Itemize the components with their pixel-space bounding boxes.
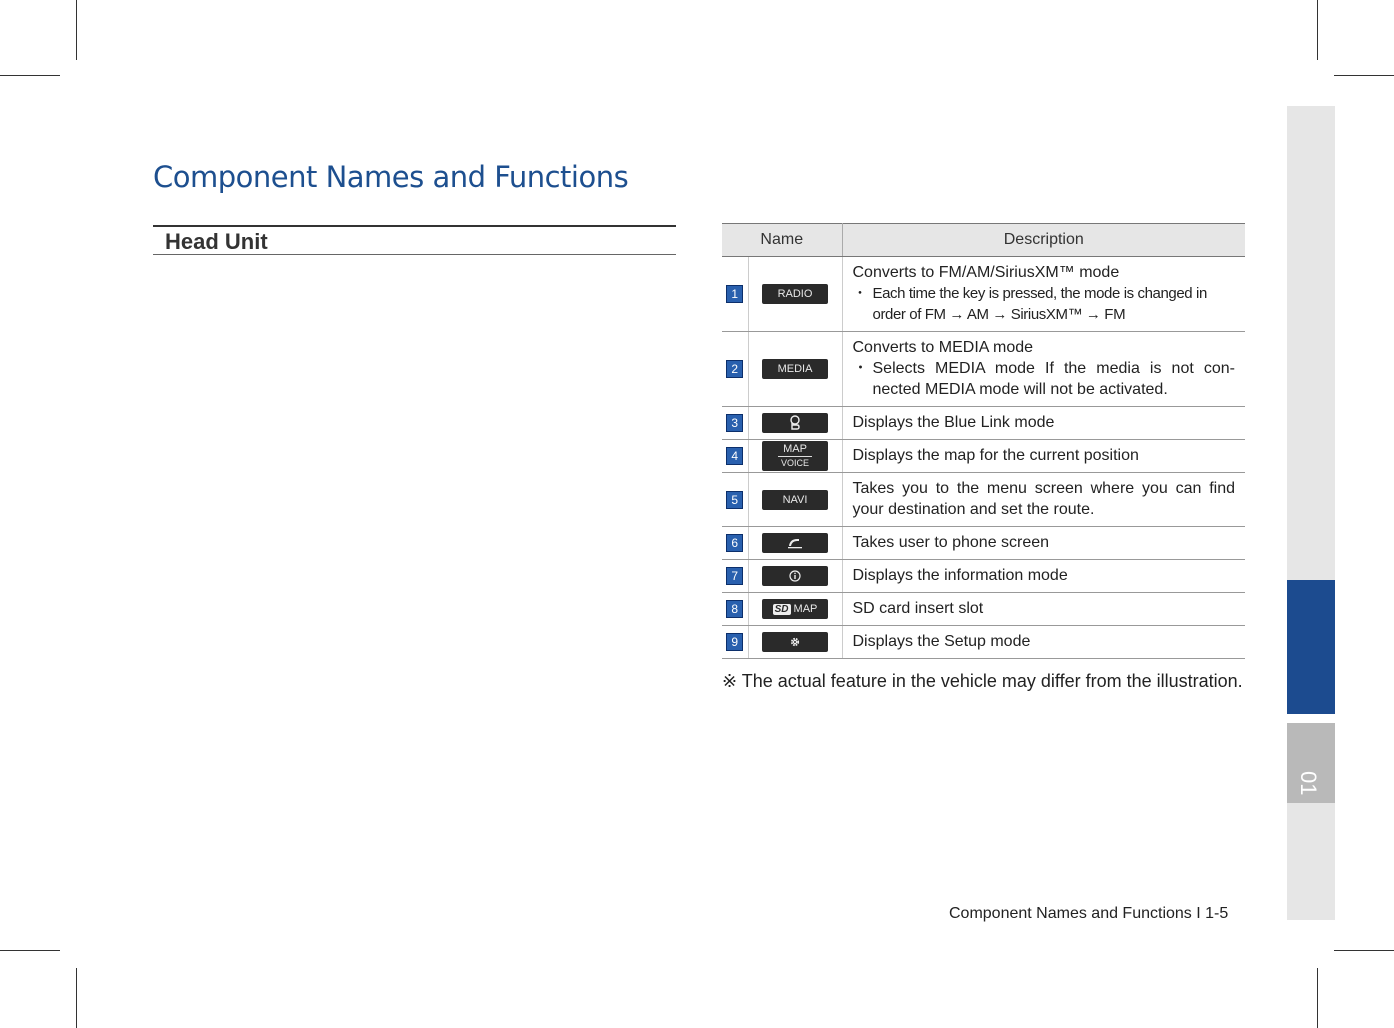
bullet-mark: ・: [852, 360, 869, 377]
row-description: Displays the Blue Link mode: [842, 407, 1245, 440]
illustration-note: ※ The actual feature in the vehicle may differ from the illustration.: [722, 671, 1243, 691]
row-description: Displays the information mode: [842, 560, 1245, 593]
row-number-badge: 1: [726, 285, 743, 303]
crop-mark: [0, 950, 60, 951]
row-number-badge: 3: [726, 414, 743, 432]
header-description: Description: [842, 224, 1245, 257]
table-row: [722, 407, 1245, 440]
header-name: Name: [722, 224, 842, 257]
info-button: [762, 566, 828, 586]
row-description: [842, 257, 1245, 332]
row-description: Displays the Setup mode: [842, 626, 1245, 659]
table-row: [722, 440, 1245, 473]
table-row: [722, 626, 1245, 659]
table-row: [722, 593, 1245, 626]
bullet-text: Each time the key is pressed, the mode is changed in order of FM → AM → SiriusXM™ → FM: [872, 285, 1207, 323]
map-label: MAP: [783, 443, 807, 455]
crop-mark: [1334, 75, 1394, 76]
crop-mark: [0, 75, 60, 76]
row-description: Displays the map for the current position: [842, 440, 1245, 473]
row-description: [842, 332, 1245, 407]
row-description: Takes you to the menu screen where you can find your destination and set the route.: [842, 473, 1245, 527]
setup-button: [762, 632, 828, 652]
row-description: Takes user to phone screen: [842, 527, 1245, 560]
side-tab-chapter: [1287, 723, 1335, 803]
table-row: [722, 257, 1245, 332]
section-heading: [153, 225, 676, 255]
sd-map-slot: [762, 599, 828, 619]
table-header-row: [722, 224, 1245, 257]
side-tab-bottom: [1287, 803, 1335, 920]
phone-button: [762, 533, 828, 553]
phone-icon: [787, 537, 803, 549]
table-row: [722, 473, 1245, 527]
blue-link-button: [762, 413, 828, 433]
row-number-badge: 8: [726, 600, 743, 618]
sd-map-label: MAP: [793, 603, 818, 615]
page-footer: Component Names and Functions I 1-5: [949, 905, 1229, 922]
chapter-number: 01: [1296, 771, 1321, 796]
row-number-badge: 2: [726, 360, 743, 378]
table-row: [722, 527, 1245, 560]
voice-label: VOICE: [778, 456, 812, 469]
row-number-badge: 4: [726, 447, 743, 465]
sd-logo: SD: [774, 604, 789, 615]
media-button: MEDIA: [762, 359, 828, 379]
gear-icon: [789, 636, 801, 648]
map-voice-button: [762, 441, 828, 471]
table-row: [722, 332, 1245, 407]
crop-mark: [76, 968, 77, 1028]
crop-mark: [1334, 950, 1394, 951]
side-tab-top: [1287, 106, 1335, 580]
info-icon: [789, 570, 801, 582]
description-title: Converts to MEDIA mode: [852, 339, 1034, 356]
description-title: Converts to FM/AM/SiriusXM™ mode: [852, 264, 1120, 281]
bullet-mark: ・: [852, 285, 868, 302]
bullet-text: Selects MEDIA mode If the media is not con-nected MEDIA mode will not be activated.: [872, 360, 1235, 398]
crop-mark: [1317, 0, 1318, 60]
crop-mark: [1317, 968, 1318, 1028]
page-title: Component Names and Functions: [153, 160, 629, 194]
row-number-badge: 9: [726, 633, 743, 651]
row-number-badge: 7: [726, 567, 743, 585]
side-tab-active: [1287, 580, 1335, 714]
section-heading-text: Head Unit: [165, 229, 268, 254]
blue-link-icon: [788, 415, 802, 431]
row-number-badge: 6: [726, 534, 743, 552]
row-description: SD card insert slot: [842, 593, 1245, 626]
row-number-badge: 5: [726, 491, 743, 509]
crop-mark: [76, 0, 77, 60]
functions-table: [722, 223, 1245, 659]
navi-button: NAVI: [762, 490, 828, 510]
radio-button: RADIO: [762, 284, 828, 304]
table-row: [722, 560, 1245, 593]
